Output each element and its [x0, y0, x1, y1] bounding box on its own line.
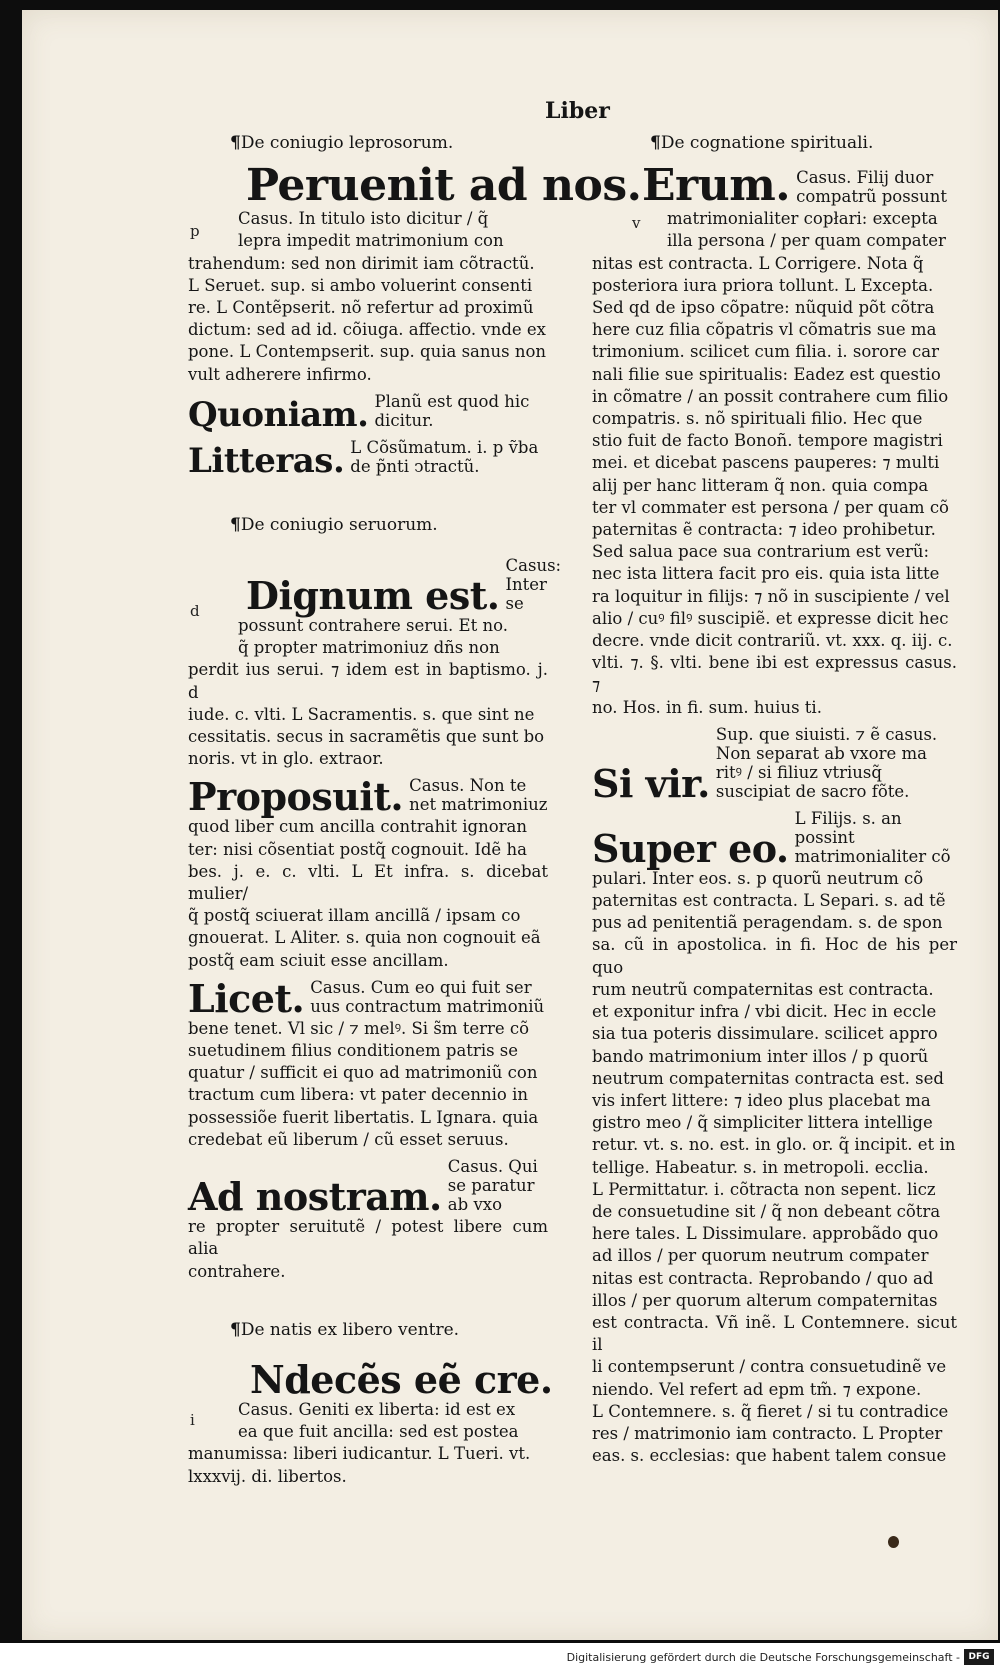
- text-line: eas. s. ecclesias: que habent talem consue: [592, 1446, 947, 1466]
- ink-blot: [888, 1536, 899, 1548]
- text-line: manumissa: liberi iudicantur. L Tueri. vt.: [188, 1444, 531, 1464]
- text-line: perdit ius serui. ⁊ idem est in baptismo. j. d: [188, 660, 548, 702]
- text-line: tractum cum libera: vt pater decennio in: [188, 1085, 528, 1105]
- text-line: vis infert littere: ⁊ ideo plus placebat ma: [592, 1090, 931, 1110]
- text-line: illos / per quorum alterum compaternitas: [592, 1290, 938, 1310]
- incipit-heading: Ad nostram.: [188, 1174, 442, 1220]
- text-line: bene tenet. Vl sic / ⁊ melꝰ. Si s̃m terre cõ: [188, 1018, 530, 1038]
- dfg-logo: DFG: [964, 1649, 994, 1665]
- text-line: credebat eũ liberum / cũ esset seruus.: [188, 1129, 509, 1149]
- text-line: Sed qd de ipso cõpatre: nũquid põt cõtra: [592, 298, 935, 318]
- text-line: bes. j. e. c. vlti. L Et infra. s. dicebat mulier/: [188, 861, 548, 904]
- section-licet: [188, 975, 548, 1151]
- text-line: Casus. In titulo isto dicitur / q̃: [238, 209, 489, 229]
- rubric-seruorum: ¶De coniugio seruorum.: [230, 514, 438, 535]
- pilcrow-icon: ¶: [650, 133, 661, 153]
- text-line: mei. et dicebat pascens pauperes: ⁊ multi: [592, 453, 940, 473]
- text-line: bando matrimonium inter illos / p quorũ: [592, 1046, 929, 1066]
- text-line: rum neutrũ compaternitas est contracta.: [592, 979, 934, 999]
- section-proposuit: [188, 776, 548, 971]
- section-dignum: [188, 556, 562, 770]
- text-line: L Seruet. sup. si ambo voluerint consenti: [188, 275, 533, 295]
- text-line: lepra impedit matrimonium con: [238, 231, 504, 251]
- text-line: quod liber cum ancilla contrahit ignoran: [188, 817, 528, 837]
- aside-text: Sup. que siuisti. ⁊ ẽ casus. Non separat ab vxore ma ritꝰ / si filiuz vtriusq̃ suscipiat de sacro fõte.: [715, 724, 938, 801]
- text-line: paternitas ẽ contracta: ⁊ ideo prohibetur.: [592, 520, 936, 540]
- incipit-heading: Ndecẽs eẽ cre.: [250, 1356, 553, 1402]
- rubric-cognatione: ¶De cognatione spirituali.: [650, 133, 874, 153]
- text-line: trahendum: sed non dirimit iam cõtractũ.: [188, 253, 535, 273]
- text-line: re propter seruitutẽ / potest libere cum alia: [188, 1217, 548, 1259]
- text-line: here tales. L Dissimulare. approbãdo quo: [592, 1224, 939, 1244]
- rubric-natis: ¶De natis ex libero ventre.: [230, 1319, 460, 1340]
- text-line: pus ad penitentiã peragendam. s. de spon: [592, 913, 943, 933]
- guide-letter: v: [632, 214, 641, 233]
- rubric-leprosorum: ¶De coniugio leprosorum.: [230, 133, 454, 153]
- section-super-eo: [592, 809, 957, 1467]
- section-indecens: [188, 1356, 553, 1488]
- text-line: posteriora iura priora tollunt. L Excepta.: [592, 275, 934, 295]
- text-line: compatris. s. nõ spirituali filio. Hec que: [592, 409, 923, 429]
- pilcrow-icon: ¶: [230, 133, 241, 153]
- text-line: sa. cũ in apostolica. in fi. Hoc de his per quo: [592, 935, 957, 977]
- guide-letter: d: [190, 602, 200, 621]
- text-line: nec ista littera facit pro eis. quia ista litte: [592, 564, 940, 584]
- guide-letter: i: [190, 1410, 195, 1429]
- aside-text: Casus: Inter se: [505, 556, 562, 614]
- text-line: ter vl commater est persona / per quam cõ: [592, 497, 949, 517]
- text-line: trimonium. scilicet cum filia. i. sorore car: [592, 342, 939, 362]
- text-line: Casus. Geniti ex liberta: id est ex: [238, 1399, 516, 1419]
- text-line: nitas est contracta. L Corrigere. Nota q̃: [592, 253, 924, 273]
- text-line: L Permittatur. i. cõtracta non sepent. licz: [592, 1179, 936, 1199]
- section-si-vir: [592, 724, 957, 806]
- text-line: tellige. Habeatur. s. in metropoli. ecclia.: [592, 1157, 929, 1177]
- text-line: decre. vnde dicit contrariũ. vt. xxx. q. iij. c.: [592, 631, 953, 651]
- text-line: stio fuit de facto Bonoñ. tempore magistri: [592, 431, 943, 451]
- aside-text: Casus. Filij duor compatrũ possunt: [796, 168, 948, 207]
- text-line: nitas est contracta. Reprobando / quo ad: [592, 1268, 934, 1288]
- text-line: Sed salua pace sua contrarium est verũ:: [592, 542, 930, 562]
- text-line: dictum: sed ad id. cõiuga. affectio. vnde ex: [188, 320, 546, 340]
- text-line: res / matrimonio iam contracto. L Propter: [592, 1423, 943, 1443]
- aside-text: Casus. Cum eo qui fuit ser uus contractum matrimoniũ: [310, 977, 545, 1016]
- aside-text: L Cõsũmatum. i. p ṽba de p̃nti ↄtractũ.: [350, 437, 539, 476]
- incipit-heading: Super eo.: [592, 825, 789, 871]
- text-line: pone. L Contempserit. sup. quia sanus non: [188, 342, 547, 362]
- text-line: pulari. Inter eos. s. p quorũ neutrum cõ: [592, 868, 924, 888]
- incipit-heading: Proposuit.: [188, 774, 404, 820]
- text-line: suetudinem filius conditionem patris se: [188, 1041, 519, 1061]
- text-line: possessiõe fuerit libertatis. L Ignara. quia: [188, 1107, 539, 1127]
- text-line: q̃ postq̃ sciuerat illam ancillã / ipsam co: [188, 906, 521, 926]
- section-litteras: [188, 437, 548, 481]
- text-line: est contracta. Vñ inẽ. L Contemnere. sicut il: [592, 1312, 957, 1355]
- text-line: possunt contrahere serui. Et no.: [238, 616, 508, 636]
- text-line: ra loquitur in filijs: ⁊ nõ in suscipiente / vel: [592, 586, 950, 606]
- text-line: no. Hos. in fi. sum. huius ti.: [592, 697, 822, 717]
- text-line: cessitatis. secus in sacramẽtis que sunt bo: [188, 727, 545, 747]
- footer-credit: Digitalisierung gefördert durch die Deutsche Forschungsgemeinschaft -: [566, 1651, 960, 1664]
- text-line: vult adherere infirmo.: [188, 364, 372, 384]
- text-line: in cõmatre / an possit contrahere cum filio: [592, 386, 949, 406]
- text-line: gnouerat. L Aliter. s. quia non cognouit eã: [188, 928, 541, 948]
- text-line: contrahere.: [188, 1261, 286, 1281]
- digitization-footer: [0, 1643, 1000, 1675]
- text-line: ter: nisi cõsentiat postq̃ cognouit. Idẽ ha: [188, 839, 527, 859]
- text-line: postq̃ eam sciuit esse ancillam.: [188, 950, 449, 970]
- section-ad-nostram: [188, 1157, 548, 1283]
- incipit-heading: Litteras.: [188, 440, 345, 481]
- text-line: nali filie sue spiritualis: Eadez est questio: [592, 364, 941, 384]
- text-line: sia tua poteris dissimulare. scilicet appro: [592, 1024, 938, 1044]
- right-column: [592, 128, 957, 1473]
- aside-text: Casus. Non te net matrimoniuz: [409, 776, 548, 815]
- text-line: q̃ propter matrimoniuz dñs non: [238, 638, 500, 658]
- text-line: ad illos / per quorum neutrum compater: [592, 1246, 929, 1266]
- section-quoniam: [188, 391, 548, 435]
- text-line: here cuz filia cõpatris vl cõmatris sue ma: [592, 320, 937, 340]
- text-line: ea que fuit ancilla: sed est postea: [238, 1422, 519, 1442]
- text-line: alij per hanc litteram q̃ non. quia compa: [592, 475, 929, 495]
- guide-letter: p: [190, 222, 200, 241]
- text-line: et exponitur infra / vbi dicit. Hec in eccle: [592, 1002, 937, 1022]
- incipit-heading: Erum.: [642, 160, 791, 212]
- text-line: lxxxvij. di. libertos.: [188, 1466, 347, 1486]
- text-line: L Contemnere. s. q̃ fieret / si tu contradice: [592, 1401, 949, 1421]
- text-line: matrimonialiter copłari: excepta: [667, 209, 938, 229]
- incipit-heading: Si vir.: [592, 760, 710, 806]
- incipit-heading: Dignum est.: [246, 573, 500, 619]
- text-line: iude. c. vlti. L Sacramentis. s. que sint ne: [188, 704, 535, 724]
- pilcrow-icon: ¶: [230, 514, 241, 535]
- aside-text: Casus. Qui se paratur ab vxo: [447, 1157, 538, 1215]
- text-line: retur. vt. s. no. est. in glo. or. q̃ incipit. et in: [592, 1135, 956, 1155]
- text-line: re. L Contẽpserit. nõ refertur ad proximũ: [188, 298, 534, 318]
- text-line: li contempserunt / contra consuetudinẽ ve: [592, 1357, 947, 1377]
- incipit-heading: Licet.: [188, 975, 305, 1021]
- aside-text: Planũ est quod hic dicitur.: [374, 391, 530, 430]
- text-line: noris. vt in glo. extraor.: [188, 749, 384, 769]
- text-line: paternitas est contracta. L Separi. s. ad tẽ: [592, 891, 946, 911]
- aside-text: L Filijs. s. an possint matrimonialiter cõ: [794, 808, 951, 866]
- text-line: de consuetudine sit / q̃ non debeant cõtra: [592, 1201, 941, 1221]
- running-head: Liber: [545, 98, 610, 124]
- text-line: alio / cuꝰ filꝰ suscipiẽ. et expresse dicit hec: [592, 608, 949, 628]
- text-line: illa persona / per quam compater: [667, 231, 946, 251]
- incipit-heading: Quoniam.: [188, 394, 369, 435]
- section-peruenit: [188, 160, 642, 386]
- incipit-heading: Peruenit ad nos.: [246, 160, 642, 212]
- text-line: quatur / sufficit ei quo ad matrimoniũ con: [188, 1063, 538, 1083]
- pilcrow-icon: ¶: [230, 1319, 241, 1340]
- text-line: gistro meo / q̃ simpliciter littera intellige: [592, 1113, 933, 1133]
- left-column: [188, 128, 642, 1494]
- text-line: vlti. ⁊. §. vlti. bene ibi est expressus casus. ⁊: [592, 653, 957, 695]
- text-line: niendo. Vel refert ad epm tm̃. ⁊ expone.: [592, 1379, 922, 1399]
- text-line: neutrum compaternitas contracta est. sed: [592, 1068, 944, 1088]
- section-verum: [592, 160, 957, 719]
